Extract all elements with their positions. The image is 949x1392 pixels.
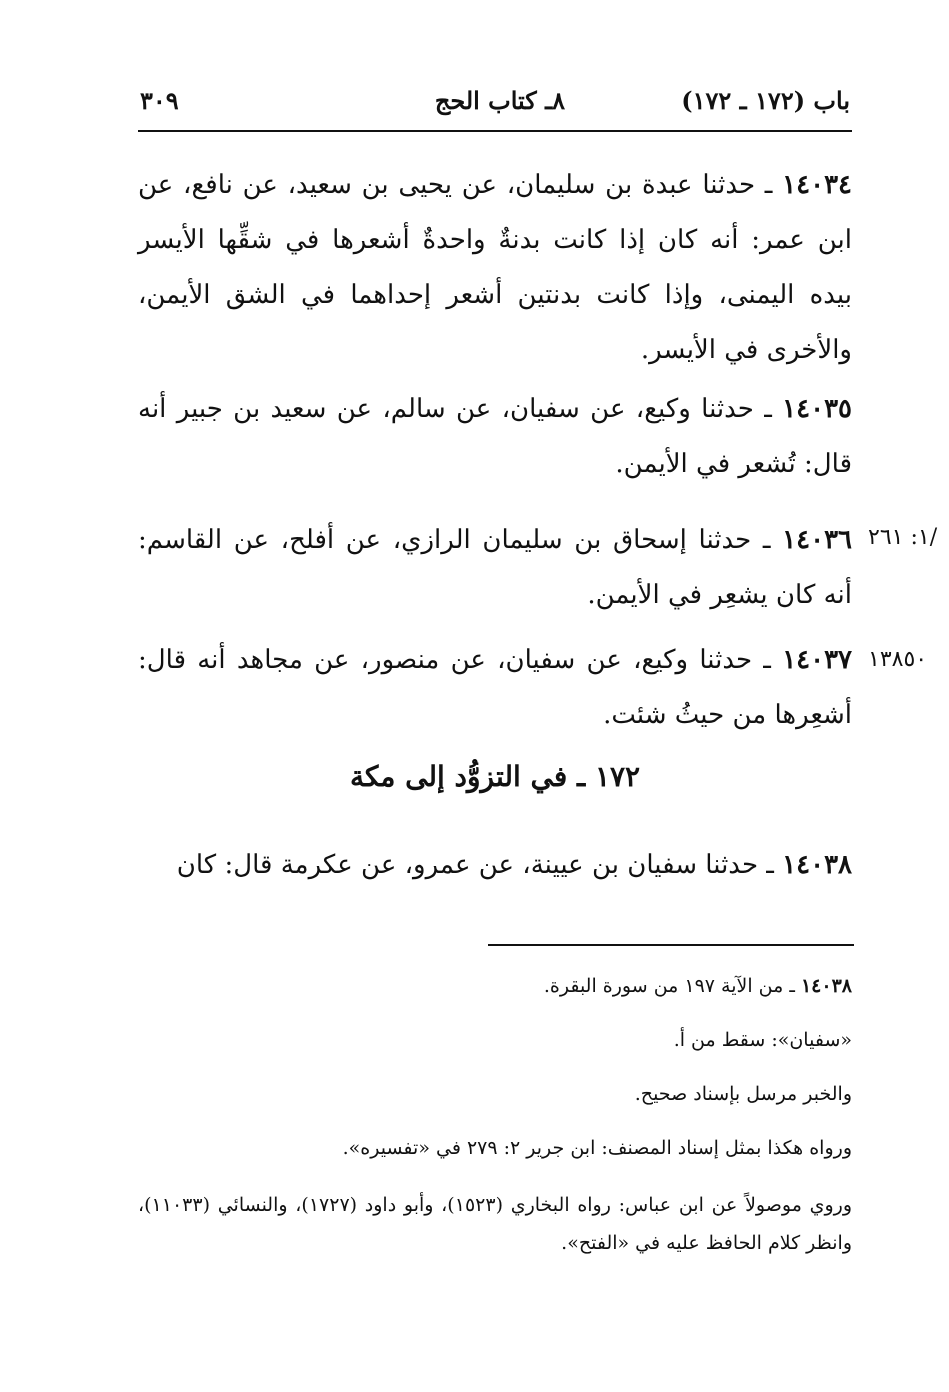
hadith-number: ١٤٠٣٦ <box>782 525 852 555</box>
hadith-text: ـ حدثنا سفيان بن عيينة، عن عمرو، عن عكرمة قال: كان <box>176 850 774 880</box>
hadith-text: ـ حدثنا وكيع، عن سفيان، عن سالم، عن سعيد بن جبير أنه قال: تُشعر في الأيمن. <box>138 394 852 479</box>
hadith-text: ـ حدثنا إسحاق بن سليمان الرازي، عن أفلح، عن القاسم: أنه كان يشعِر في الأيمن. <box>138 525 852 610</box>
page-header <box>140 86 850 122</box>
footnote <box>138 1078 852 1111</box>
page-number: ٣٠٩ <box>140 86 179 115</box>
footnote-text: ـ من الآية ١٩٧ من سورة البقرة. <box>543 975 795 997</box>
hadith-paragraph <box>138 513 852 623</box>
hadith-paragraph <box>138 382 852 492</box>
footnote <box>138 1132 852 1165</box>
footnote-text: «سفيان»: سقط من أ. <box>673 1029 852 1051</box>
footnote-text: وروي موصولاً عن ابن عباس: رواه البخاري (١٥٢٣)، وأبو داود (١٧٢٧)، والنسائي (١١٠٣٣)، وانظر كلام الحافظ عليه في «الفتح». <box>138 1194 852 1254</box>
hadith-text: ـ حدثنا عبدة بن سليمان، عن يحيى بن سعيد، عن نافع، عن ابن عمر: أنه كان إذا كانت بدنةٌ واحدةٌ أشعرها في شقِّها الأيسر بيده اليمنى، وإذا كانت بدنتين أشعر إحداهما في الشق الأيمن، والأخرى في الأيسر. <box>138 170 852 365</box>
footnotes <box>138 970 852 1283</box>
header-divider <box>138 130 852 132</box>
margin-reference: ١٣٨٥٠ <box>868 647 928 672</box>
footnote-number: ١٤٠٣٨ <box>800 975 852 997</box>
hadith-text: ـ حدثنا وكيع، عن سفيان، عن منصور، عن مجاهد أنه قال: أشعِرها من حيثُ شئت. <box>138 645 852 730</box>
footnote <box>138 1186 852 1262</box>
hadith-paragraph <box>138 838 852 893</box>
hadith-paragraph <box>138 633 852 743</box>
footnote <box>138 970 852 1003</box>
chapter-range: باب (١٧٢ ـ ١٧٢) <box>681 86 850 115</box>
hadith-number: ١٤٠٣٧ <box>782 645 853 675</box>
hadith-number: ١٤٠٣٥ <box>782 394 852 424</box>
hadith-number: ١٤٠٣٨ <box>782 850 852 880</box>
book-title: ٨ـ كتاب الحج <box>434 86 565 115</box>
footnote-text: والخبر مرسل بإسناد صحيح. <box>634 1083 852 1105</box>
hadith-paragraph <box>138 158 852 378</box>
section-heading: ١٧٢ ـ في التزوُّد إلى مكة <box>349 760 641 793</box>
footnote <box>138 1024 852 1057</box>
margin-reference: /١: ٢٦١ <box>868 525 938 550</box>
hadith-number: ١٤٠٣٤ <box>782 170 852 200</box>
footnote-divider <box>488 944 854 946</box>
footnote-text: ورواه هكذا بمثل إسناد المصنف: ابن جرير ٢: ٢٧٩ في «تفسيره». <box>342 1137 852 1159</box>
